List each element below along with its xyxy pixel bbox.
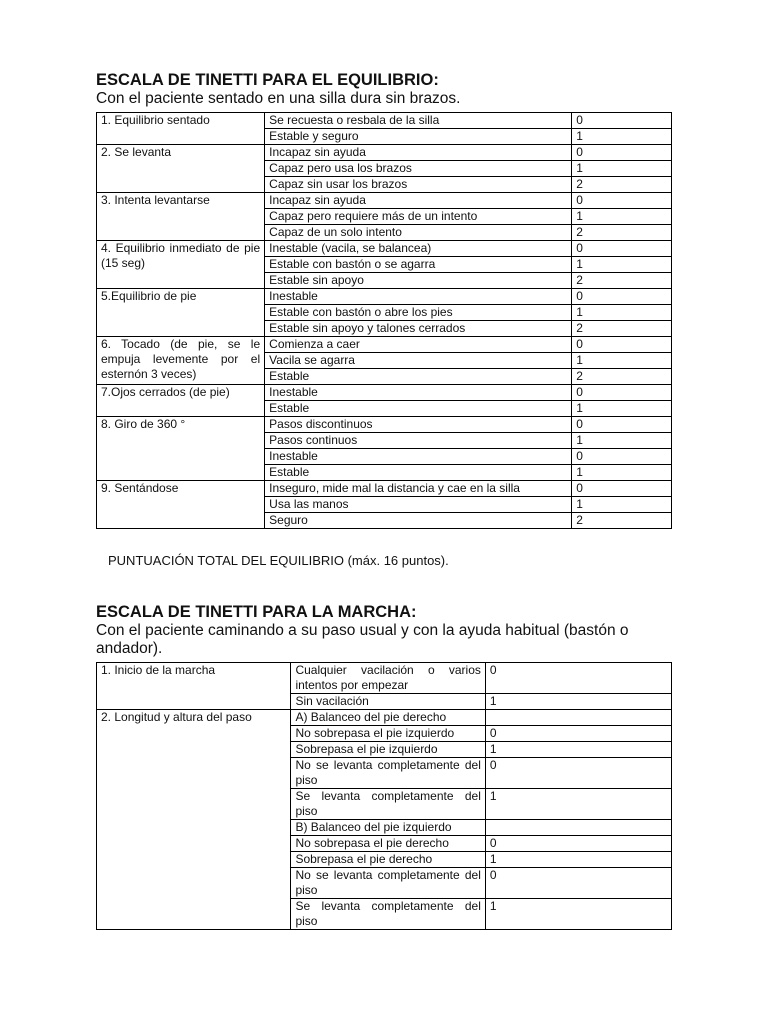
- option-text: Incapaz sin ayuda: [265, 145, 572, 161]
- option-text: Se recuesta o resbala de la silla: [265, 113, 572, 129]
- option-score: 2: [572, 225, 672, 241]
- option-text: Comienza a caer: [265, 337, 572, 353]
- option-text: Pasos discontinuos: [265, 417, 572, 433]
- option-text: Capaz pero usa los brazos: [265, 161, 572, 177]
- gait-scale-title: ESCALA DE TINETTI PARA LA MARCHA:: [96, 603, 417, 621]
- option-score: 2: [572, 177, 672, 193]
- scale-row: [97, 289, 672, 305]
- gait-scale-table: [96, 662, 672, 930]
- option-score: 2: [572, 273, 672, 289]
- item-label: 5.Equilibrio de pie: [97, 289, 265, 337]
- option-score: 0: [572, 113, 672, 129]
- option-text: A) Balanceo del pie derecho: [291, 710, 485, 726]
- option-text: Seguro: [265, 513, 572, 529]
- scale-row: [97, 385, 672, 401]
- option-text: Se levanta completamente del piso: [291, 789, 485, 820]
- item-label: 1. Equilibrio sentado: [97, 113, 265, 145]
- option-score: 2: [572, 321, 672, 337]
- option-score: 0: [572, 449, 672, 465]
- option-text: Usa las manos: [265, 497, 572, 513]
- option-text: Capaz de un solo intento: [265, 225, 572, 241]
- option-score: [485, 820, 671, 836]
- option-text: Se levanta completamente del piso: [291, 899, 485, 930]
- item-label: 6. Tocado (de pie, se le empuja levemente por el esternón 3 veces): [97, 337, 265, 385]
- option-score: 2: [572, 369, 672, 385]
- scale-row: [97, 417, 672, 433]
- item-label: 2. Se levanta: [97, 145, 265, 193]
- scale-row: [97, 337, 672, 353]
- option-score: 0: [572, 193, 672, 209]
- item-label: 2. Longitud y altura del paso: [97, 710, 291, 930]
- option-text: Capaz sin usar los brazos: [265, 177, 572, 193]
- gait-section: [96, 602, 672, 930]
- option-score: 1: [572, 161, 672, 177]
- option-text: Pasos continuos: [265, 433, 572, 449]
- scale-row: [97, 193, 672, 209]
- option-score: 1: [485, 899, 671, 930]
- item-label: 1. Inicio de la marcha: [97, 663, 291, 710]
- option-text: Estable sin apoyo y talones cerrados: [265, 321, 572, 337]
- option-score: 0: [485, 868, 671, 899]
- option-text: No se levanta completamente del piso: [291, 758, 485, 789]
- option-text: Vacila se agarra: [265, 353, 572, 369]
- item-label: 7.Ojos cerrados (de pie): [97, 385, 265, 417]
- item-label: 3. Intenta levantarse: [97, 193, 265, 241]
- option-text: Cualquier vacilación o varios intentos por empezar: [291, 663, 485, 694]
- scale-row: [97, 481, 672, 497]
- option-score: 1: [485, 852, 671, 868]
- option-score: 1: [572, 129, 672, 145]
- scale-row: [97, 663, 672, 694]
- option-score: 1: [485, 742, 671, 758]
- option-score: 1: [572, 305, 672, 321]
- option-text: Inestable: [265, 385, 572, 401]
- option-score: 1: [572, 209, 672, 225]
- option-text: Estable con bastón o abre los pies: [265, 305, 572, 321]
- option-text: Estable con bastón o se agarra: [265, 257, 572, 273]
- option-text: B) Balanceo del pie izquierdo: [291, 820, 485, 836]
- option-text: Inestable: [265, 449, 572, 465]
- option-score: 0: [572, 145, 672, 161]
- option-score: 1: [485, 789, 671, 820]
- option-score: 1: [572, 401, 672, 417]
- option-text: Inestable (vacila, se balancea): [265, 241, 572, 257]
- option-score: 0: [485, 836, 671, 852]
- option-text: Capaz pero requiere más de un intento: [265, 209, 572, 225]
- option-score: 1: [572, 433, 672, 449]
- option-text: No sobrepasa el pie derecho: [291, 836, 485, 852]
- option-text: Sobrepasa el pie derecho: [291, 852, 485, 868]
- option-score: 0: [572, 289, 672, 305]
- option-score: 1: [485, 694, 671, 710]
- option-text: No sobrepasa el pie izquierdo: [291, 726, 485, 742]
- option-score: 0: [572, 241, 672, 257]
- option-text: No se levanta completamente del piso: [291, 868, 485, 899]
- option-score: 0: [572, 337, 672, 353]
- option-text: Inseguro, mide mal la distancia y cae en la silla: [265, 481, 572, 497]
- option-text: Estable: [265, 465, 572, 481]
- option-score: 1: [572, 257, 672, 273]
- option-score: 0: [485, 663, 671, 694]
- option-text: Incapaz sin ayuda: [265, 193, 572, 209]
- option-text: Sin vacilación: [291, 694, 485, 710]
- balance-total-score: PUNTUACIÓN TOTAL DEL EQUILIBRIO (máx. 16 puntos).: [108, 553, 449, 568]
- option-text: Estable: [265, 369, 572, 385]
- option-score: 1: [572, 353, 672, 369]
- scale-row: [97, 241, 672, 257]
- option-text: Estable: [265, 401, 572, 417]
- option-text: Inestable: [265, 289, 572, 305]
- option-score: 0: [572, 481, 672, 497]
- option-text: Sobrepasa el pie izquierdo: [291, 742, 485, 758]
- option-score: [485, 710, 671, 726]
- option-score: 1: [572, 497, 672, 513]
- document-page: [96, 70, 672, 930]
- item-label: 9. Sentándose: [97, 481, 265, 529]
- balance-scale-subtitle: Con el paciente sentado en una silla dura sin brazos.: [96, 90, 461, 107]
- balance-scale-title: ESCALA DE TINETTI PARA EL EQUILIBRIO:: [96, 71, 439, 89]
- scale-row: [97, 113, 672, 129]
- balance-scale-table: [96, 112, 672, 529]
- scale-row: [97, 710, 672, 726]
- option-score: 2: [572, 513, 672, 529]
- option-score: 0: [572, 417, 672, 433]
- scale-row: [97, 145, 672, 161]
- item-label: 4. Equilibrio inmediato de pie (15 seg): [97, 241, 265, 289]
- item-label: 8. Giro de 360 °: [97, 417, 265, 481]
- option-score: 0: [572, 385, 672, 401]
- option-score: 1: [572, 465, 672, 481]
- option-score: 0: [485, 726, 671, 742]
- option-text: Estable y seguro: [265, 129, 572, 145]
- option-text: Estable sin apoyo: [265, 273, 572, 289]
- option-score: 0: [485, 758, 671, 789]
- gait-scale-subtitle: Con el paciente caminando a su paso usual y con la ayuda habitual (bastón o andador).: [96, 622, 629, 657]
